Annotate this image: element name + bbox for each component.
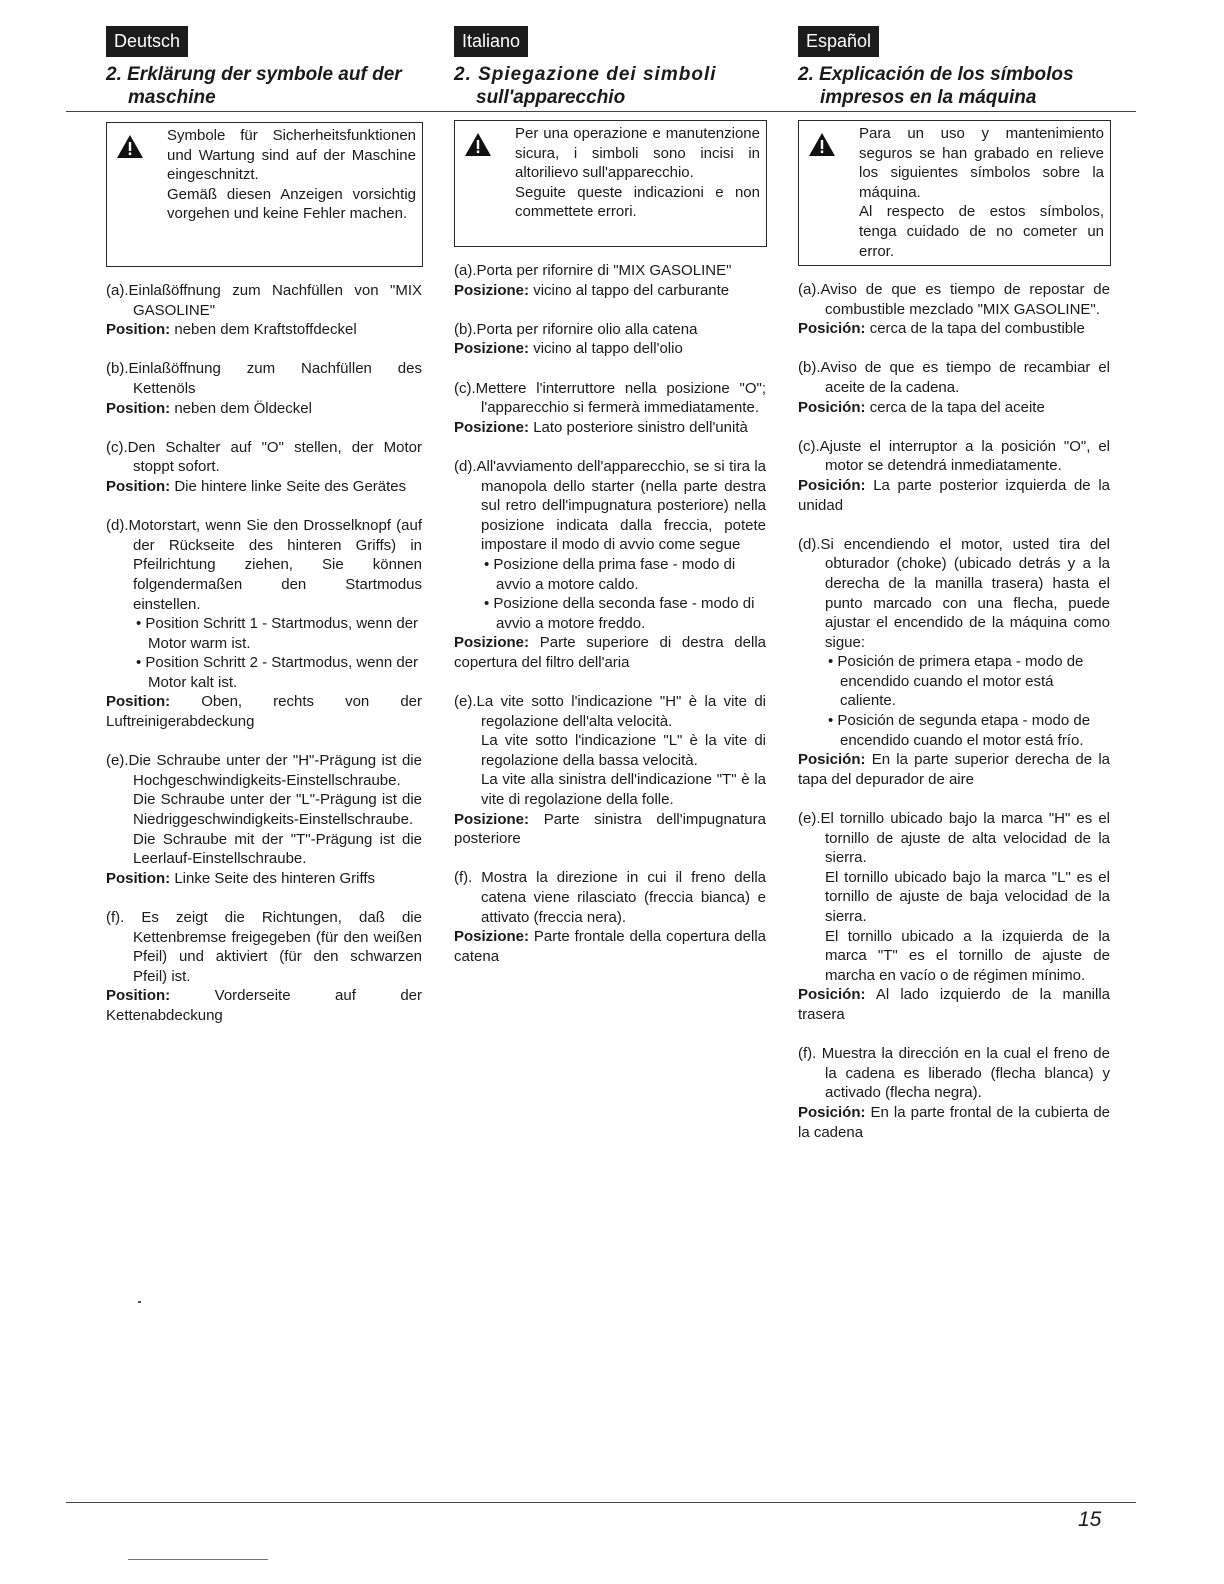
symbol-item: (d).Si encendiendo el motor, usted tira del obturador (choke) (ubicado detrás y a la derecha de la manilla trasera) hasta el punto marcado con una flecha, puede ajustar el encendido de la máquina como sigue: • Posición de primera etapa - modo de encendido cuando el motor está caliente. • Posición de segunda etapa - modo de encendido cuando el motor está frío. Posición: En la parte superior derecha de la tapa del depurador de aire [798, 535, 1110, 788]
section-title-deutsch: 2. Erklärung der symbole auf der maschine [106, 64, 402, 108]
warning-box-italiano: Per una operazione e manutenzione sicura, i simboli sono incisi in altorilievo sull'apparecchio. Seguite queste indicazioni e non commettete errori. [454, 120, 767, 247]
symbol-list-espanol [798, 280, 1110, 1162]
symbol-item: (e).El tornillo ubicado bajo la marca "H" es el tornillo de ajuste de alta velocidad de la sierra. El tornillo ubicado bajo la marca "L" es el tornillo de ajuste de baja velocidad de la sierra. El tornillo ubicado a la izquierda de la marca "T" es el tornillo de ajuste de marcha en vacío o de régimen mínimo. Posición: Al lado izquierdo de la manilla trasera [798, 810, 1110, 1023]
column-deutsch [106, 26, 422, 109]
section-title-espanol: 2. Explicación de los símbolos impresos en la máquina [798, 64, 1074, 108]
symbol-item: (f). Es zeigt die Richtungen, daß die Kettenbremse freigegeben (für den weißen Pfeil) und aktiviert (für den schwarzen Pfeil) ist. Position: Vorderseite auf der Kettenabdeckung [106, 909, 423, 1024]
warning-box-espanol: Para un uso y mantenimiento seguros se han grabado en relieve los siguientes símbolos sobre la máquina. Al respecto de estos símbolos, tenga cuidado de no cometer un error. [798, 120, 1111, 266]
symbol-item: (a).Einlaßöffnung zum Nachfüllen von "MIX GASOLINE" Position: neben dem Kraftstoffdeckel [106, 282, 422, 339]
symbol-list-deutsch [106, 281, 422, 1045]
symbol-item: (a).Aviso de que es tiempo de repostar de combustible mezclado "MIX GASOLINE". Posición: cerca de la tapa del combustible [798, 281, 1110, 338]
warning-triangle-icon [465, 133, 491, 156]
symbol-item: (d).All'avviamento dell'apparecchio, se si tira la manopola dello starter (nella parte destra sul retro dell'impugnatura posteriore) nella posizione indicata dalla freccia, potete impostare il modo di avvio come segue • Posizione della prima fase - modo di avvio a motore caldo. • Posizione della seconda fase - modo di avvio a motore freddo. Posizione: Parte superiore di destra della copertura del filtro dell'aria [454, 457, 766, 671]
footer-rule [66, 1502, 1136, 1503]
column-espanol [798, 26, 1110, 109]
symbol-item: (d).Motorstart, wenn Sie den Drosselknopf (auf der Rückseite des hinteren Griffs) in Pfeilrichtung ziehen, Sie können folgendermaßen den Startmodus einstellen. • Position Schritt 1 - Startmodus, wenn der Motor warm ist. • Position Schritt 2 - Startmodus, wenn der Motor kalt ist. Position: Oben, rechts von der Luftreinigerabdeckung [106, 517, 422, 731]
scan-underline [128, 1559, 268, 1560]
symbol-item: (f). Muestra la dirección en la cual el freno de la cadena es liberado (flecha blanca) y activado (flecha negra). Posición: En la parte frontal de la cubierta de la cadena [798, 1045, 1111, 1141]
language-tab-deutsch: Deutsch [106, 26, 188, 57]
section-title-italiano: 2. Spiegazione dei simboli sull'apparecchio [454, 64, 717, 108]
warning-triangle-icon [117, 135, 143, 158]
symbol-item: (c).Ajuste el interruptor a la posición "O", el motor se detendrá inmediatamente. Posición: La parte posterior izquierda de la unidad [798, 437, 1110, 514]
symbol-item: (f). Mostra la direzione in cui il freno della catena viene rilasciato (freccia bianca) e attivato (freccia nera). Posizione: Parte frontale della copertura della catena [454, 869, 766, 965]
header-rule [66, 111, 1136, 112]
symbol-item: (b).Aviso de que es tiempo de recambiar el aceite de la cadena. Posición: cerca de la tapa del aceite [798, 359, 1110, 416]
symbol-item: (e).La vite sotto l'indicazione "H" è la vite di regolazione dell'alta velocità. La vite sotto l'indicazione "L" è la vite di regolazione della bassa velocità. La vite alla sinistra dell'indicazione "T" è la vite di regolazione della folle. Posizione: Parte sinistra dell'impugnatura posteriore [454, 693, 766, 848]
symbol-item: (e).Die Schraube unter der "H"-Prägung ist die Hochgeschwindigkeits-Einstellschraube. Die Schraube unter der "L"-Prägung ist die Niedriggeschwindigkeits-Einstellschraube. Die Schraube mit der "T"-Prägung ist die Leerlauf-Einstellschraube. Position: Linke Seite des hinteren Griffs [106, 752, 422, 887]
language-tab-italiano: Italiano [454, 26, 528, 57]
symbol-item: (b).Einlaßöffnung zum Nachfüllen des Kettenöls Position: neben dem Öldeckel [106, 360, 422, 417]
symbol-item: (c).Mettere l'interruttore nella posizione "O"; l'apparecchio si fermerà immediatamente. Posizione: Lato posteriore sinistro dell'unità [454, 379, 766, 436]
symbol-item: (b).Porta per rifornire olio alla catena Posizione: vicino al tappo dell'olio [454, 320, 698, 358]
scan-speck [138, 1301, 141, 1303]
column-italiano [454, 26, 766, 109]
language-tab-espanol: Español [798, 26, 879, 57]
warning-triangle-icon [809, 133, 835, 156]
page-number: 15 [1078, 1508, 1102, 1531]
symbol-list-italiano [454, 261, 766, 986]
symbol-item: (c).Den Schalter auf "O" stellen, der Motor stoppt sofort. Position: Die hintere linke Seite des Gerätes [106, 438, 422, 495]
warning-box-deutsch: Symbole für Sicherheitsfunktionen und Wartung sind auf der Maschine eingeschnitzt. Gemäß diesen Anzeigen vorsichtig vorgehen und keine Fehler machen. [106, 122, 423, 267]
symbol-item: (a).Porta per rifornire di "MIX GASOLINE" Posizione: vicino al tappo del carburante [454, 262, 732, 299]
